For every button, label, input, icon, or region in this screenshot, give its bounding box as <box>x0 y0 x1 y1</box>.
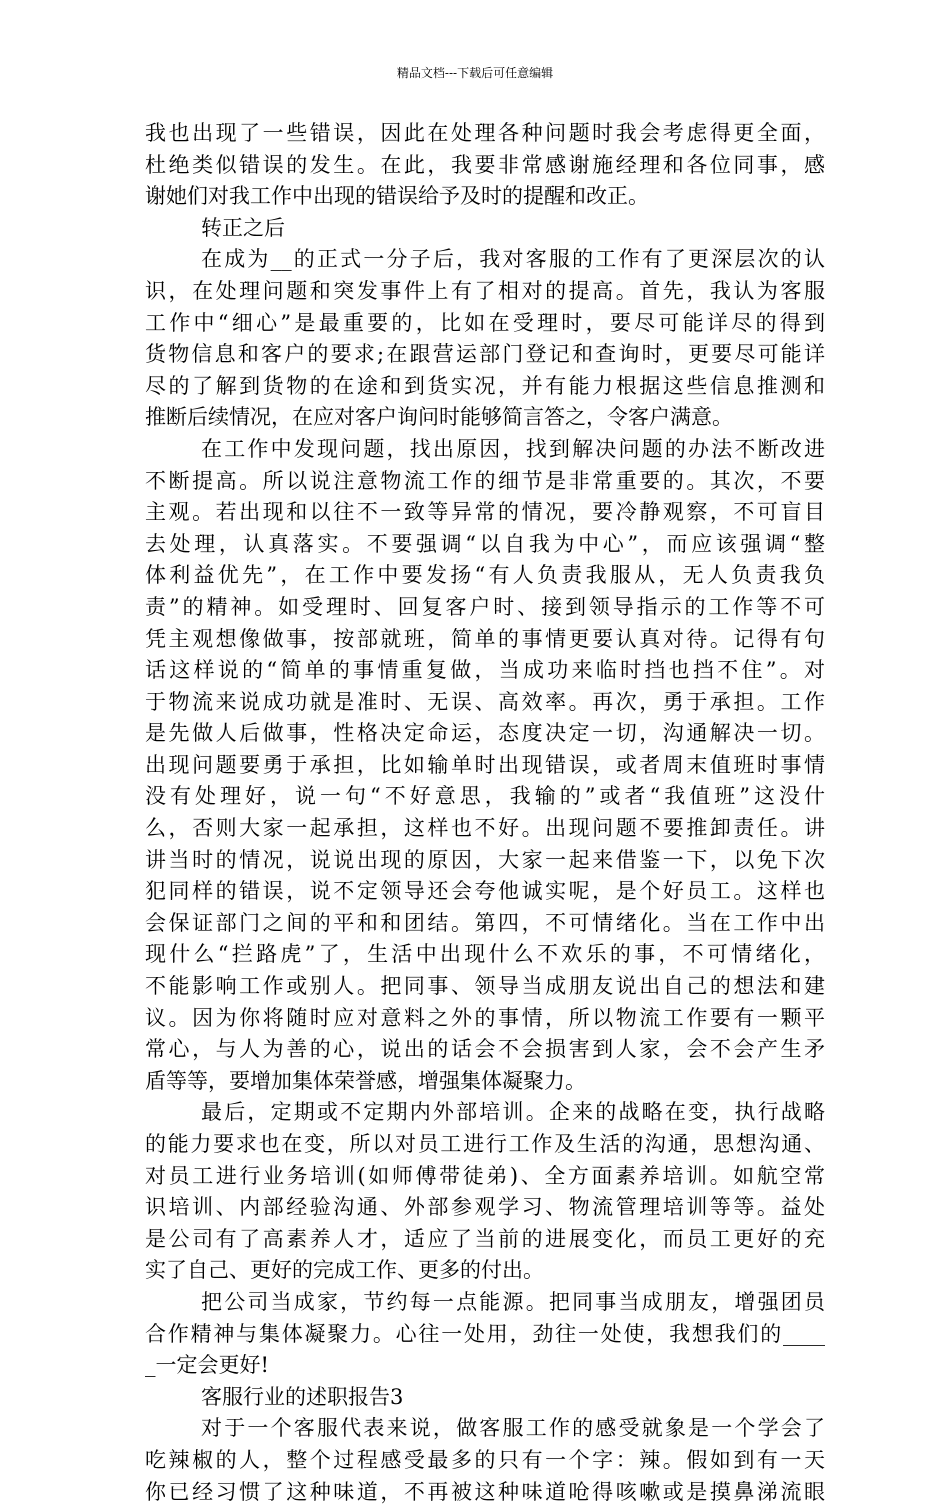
text-line: _一定会更好! <box>145 1353 269 1378</box>
text-line: 杜绝类似错误的发生。在此，我要非常感谢施经理和各位同事，感 <box>145 152 825 177</box>
text-line: 凭主观想像做事，按部就班，简单的事情更要认真对待。记得有句 <box>145 626 825 651</box>
text-line: 在成为__的正式一分子后，我对客服的工作有了更深层次的认 <box>201 247 825 272</box>
text-line: 的能力要求也在变，所以对员工进行工作及生活的沟通，思想沟通、 <box>145 1132 825 1156</box>
text-line: 推断后续情况，在应对客户询问时能够简言答之，令客户满意。 <box>145 405 733 430</box>
text-line: 盾等等，要增加集体荣誉感，增强集体凝聚力。 <box>145 1068 586 1093</box>
text-line: 把公司当成家，节约每一点能源。把同事当成朋友，增强团员 <box>201 1289 825 1314</box>
text-line: 不能影响工作或别人。把同事、领导当成朋友说出自己的想法和建 <box>145 974 825 999</box>
text-line: 识培训、内部经验沟通、外部参观学习、物流管理培训等等。益处 <box>145 1195 825 1220</box>
text-line: 没有处理好，说一句“不好意思，我输的”或者“我值班”这没什 <box>145 784 825 809</box>
text-line: 货物信息和客户的要求;在跟营运部门登记和查询时，更要尽可能详 <box>145 342 825 367</box>
text-line: 主观。若出现和以往不一致等异常的情况，要冷静观察，不可盲目 <box>145 500 825 525</box>
text-line: 会保证部门之间的平和和团结。第四，不可情绪化。当在工作中出 <box>145 910 825 935</box>
text-line: 对员工进行业务培训(如师傅带徒弟)、全方面素养培训。如航空常 <box>145 1163 825 1188</box>
text-line: 合作精神与集体凝聚力。心往一处用，劲往一处使，我想我们的____ <box>145 1321 825 1346</box>
text-line: 讲当时的情况，说说出现的原因，大家一起来借鉴一下，以免下次 <box>145 847 825 872</box>
text-line: 实了自己、更好的完成工作、更多的付出。 <box>145 1258 544 1283</box>
text-line: 对于一个客服代表来说，做客服工作的感受就象是一个学会了 <box>201 1416 825 1441</box>
text-line: 吃辣椒的人，整个过程感受最多的只有一个字：辣。假如到有一天 <box>145 1447 825 1472</box>
text-line: 犯同样的错误，说不定领导还会夸他诚实呢，是个好员工。这样也 <box>145 879 825 904</box>
text-line: 现什么“拦路虎”了，生活中出现什么不欢乐的事，不可情绪化， <box>145 942 825 967</box>
text-line: 转正之后 <box>201 215 285 240</box>
page-header: 精品文档---下载后可任意编辑 <box>396 66 554 80</box>
text-line: 常心，与人为善的心，说出的话会不会损害到人家，会不会产生矛 <box>145 1037 825 1062</box>
text-line: 不断提高。所以说注意物流工作的细节是非常重要的。其次，不要 <box>145 468 825 493</box>
text-line: 去处理，认真落实。不要强调“以自我为中心”，而应该强调“整 <box>145 531 825 556</box>
text-line: 最后，定期或不定期内外部培训。企来的战略在变，执行战略 <box>201 1100 825 1125</box>
text-line: 客服行业的述职报告3 <box>201 1384 404 1409</box>
text-line: 识，在处理问题和突发事件上有了相对的提高。首先，我认为客服 <box>145 278 825 303</box>
text-line: 出现问题要勇于承担，比如输单时出现错误，或者周末值班时事情 <box>145 752 825 777</box>
text-line: 是先做人后做事，性格决定命运，态度决定一切，沟通解决一切。 <box>145 721 825 746</box>
text-line: 你已经习惯了这种味道，不再被这种味道呛得咳嗽或是摸鼻涕流眼 <box>145 1479 825 1504</box>
text-line: 工作中“细心”是最重要的，比如在受理时，要尽可能详尽的得到 <box>145 310 825 335</box>
text-line: 体利益优先”，在工作中要发扬“有人负责我服从，无人负责我负 <box>145 563 825 588</box>
document-body <box>145 118 825 1508</box>
text-line: 尽的了解到货物的在途和到货实况，并有能力根据这些信息推测和 <box>145 373 825 398</box>
text-line: 议。因为你将随时应对意料之外的事情，所以物流工作要有一颗平 <box>145 1005 825 1030</box>
text-line: 谢她们对我工作中出现的错误给予及时的提醒和改正。 <box>145 184 649 209</box>
text-line: 我也出现了一些错误，因此在处理各种问题时我会考虑得更全面， <box>145 121 825 145</box>
text-line: 在工作中发现问题，找出原因，找到解决问题的办法不断改进 <box>201 436 825 461</box>
text-line: 么，否则大家一起承担，这样也不好。出现问题不要推卸责任。讲 <box>145 816 825 841</box>
text-line: 话这样说的“简单的事情重复做，当成功来临时挡也挡不住”。对 <box>145 658 825 683</box>
text-line: 责”的精神。如受理时、回复客户时、接到领导指示的工作等不可 <box>145 594 825 619</box>
text-line: 是公司有了高素养人才，适应了当前的进展变化，而员工更好的充 <box>145 1226 825 1251</box>
text-line: 于物流来说成功就是准时、无误、高效率。再次，勇于承担。工作 <box>145 689 825 714</box>
